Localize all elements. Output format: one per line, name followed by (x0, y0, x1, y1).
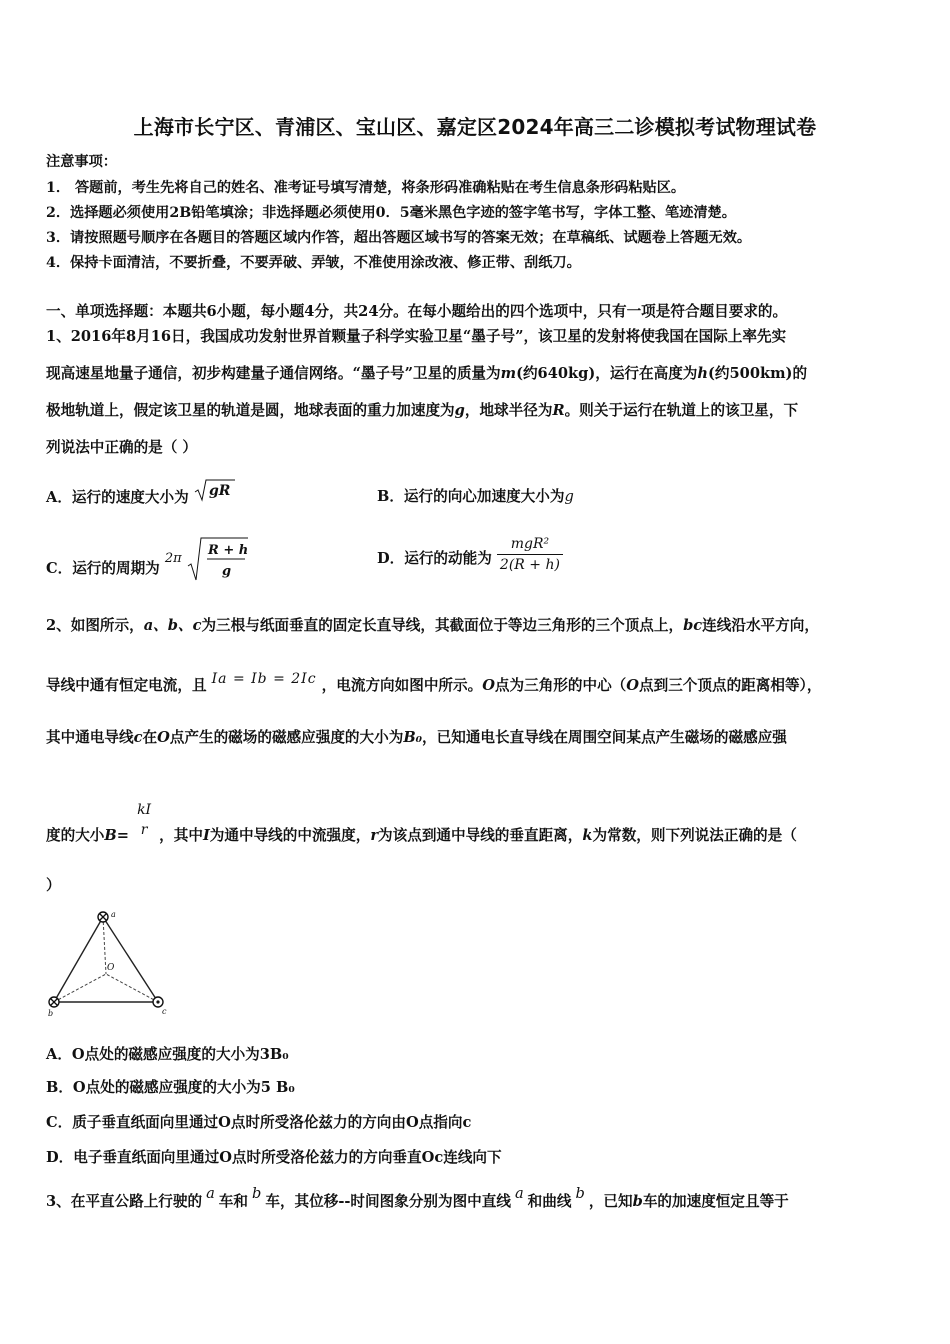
label-o: O (107, 963, 115, 973)
q2-option-d[interactable]: D．电子垂直纸面向里通过O点时所受洛伦兹力的方向垂直Oc连线向下 (46, 1149, 502, 1166)
wire-b-cross-icon (49, 997, 59, 1007)
notice-item-1: 1． 答题前，考生先将自己的姓名、准考证号填写清楚，将条形码准确粘贴在考生信息条形码粘贴区。 (46, 180, 686, 196)
sqrt-gR (194, 478, 236, 506)
q2-option-a[interactable]: A．O点处的磁感应强度的大小为3B₀ (46, 1046, 289, 1063)
triangle-figure (44, 908, 174, 1018)
q2-line-5: ） (46, 877, 61, 894)
q2-line-1: 2、如图所示，a、b、c为三根与纸面垂直的固定长直导线，其截面位于等边三角形的三个顶点上，bc连线沿水平方向， (46, 617, 819, 634)
notice-item-2: 2．选择题必须使用2B铅笔填涂；非选择题必须使用0．5毫米黑色字迹的签字笔书写，字体工整、笔迹清楚。 (46, 205, 736, 221)
wire-a-cross-icon (98, 912, 108, 922)
q2-option-b[interactable]: B．O点处的磁感应强度的大小为5 B₀ (46, 1079, 295, 1096)
page-title: 上海市长宁区、青浦区、宝山区、嘉定区2024年高三二诊模拟考试物理试卷 (133, 115, 817, 139)
notice-heading: 注意事项： (46, 154, 117, 170)
b-frac-num: kI (137, 802, 152, 818)
section-heading: 一、单项选择题：本题共6小题，每小题4分，共24分。在每小题给出的四个选项中，只有一项是符合题目要求的。 (46, 303, 788, 320)
wire-c-dot-icon (153, 997, 163, 1007)
q3-line-1: 3、在平直公路上行驶的 a 车和 b 车，其位移--时间图象分别为图中直线 a 和曲线 b ，已知b车的加速度恒定且等于 (46, 1185, 789, 1210)
q1-option-a[interactable]: A．运行的速度大小为 gR (46, 484, 236, 512)
notice-item-3: 3．请按照题号顺序在各题目的答题区域内作答，超出答题区域书写的答案无效；在草稿纸、试题卷上答题无效。 (46, 230, 752, 246)
q2-line-2: 导线中通有恒定电流，且 Ia = Ib = 2Ic ，电流方向如图中所示。O点为三角形的中心（O点到三个顶点的距离相等）， (46, 671, 822, 694)
q2-option-c[interactable]: C．质子垂直纸面向里通过O点时所受洛伦兹力的方向由O点指向c (46, 1114, 472, 1131)
label-c: c (162, 1007, 167, 1016)
q1-line-4: 列说法中正确的是（ ） (46, 439, 198, 456)
optc-den: g (221, 564, 231, 579)
q1-option-d[interactable]: D．运行的动能为 $\frac{\text{mgR²}}{2(R + h)}$ (377, 540, 563, 581)
q2-line-3: 其中通电导线c在O点产生的磁场的磁感应强度的大小为B₀，已知通电长直导线在周围空间某点产生磁场的磁感应强 (46, 729, 787, 746)
label-b: b (48, 1009, 54, 1018)
q1-line-2: 现高速星地量子通信，初步构建量子通信网络。“墨子号”卫星的质量为m(约640kg)，运行在高度为h(约500km)的 (46, 365, 808, 382)
q1-line-3: 极地轨道上，假定该卫星的轨道是圆，地球表面的重力加速度为g，地球半径为R。则关于运行在轨道上的该卫星，下 (46, 402, 799, 419)
notice-item-4: 4．保持卡面清洁，不要折叠，不要弄破、弄皱，不准使用涂改液、修正带、刮纸刀。 (46, 255, 581, 271)
sqrt-frac-icon (187, 536, 249, 582)
q2-line-4: 度的大小B= kI r ，其中I为通中导线的中流强度，r为该点到通中导线的垂直距离，k为常数，则下列说法正确的是（ (46, 802, 797, 844)
current-equation: Ia = Ib = 2Ic (211, 671, 317, 687)
b-frac-den: r (140, 822, 148, 838)
optd-den: 2(R + h) (499, 557, 560, 573)
sqrt-gR-text: gR (208, 483, 231, 499)
optd-num: mgR² (497, 534, 563, 555)
q1-option-c[interactable]: C．运行的周期为 2π R + h g (46, 540, 249, 588)
optc-num: R + h (207, 543, 248, 558)
q1-option-b[interactable]: B．运行的向心加速度大小为g (377, 488, 574, 505)
q1-line-1: 1、2016年8月16日，我国成功发射世界首颗量子科学实验卫星“墨子号”，该卫星的发射将使我国在国际上率先实 (46, 328, 787, 345)
label-a: a (111, 910, 116, 919)
